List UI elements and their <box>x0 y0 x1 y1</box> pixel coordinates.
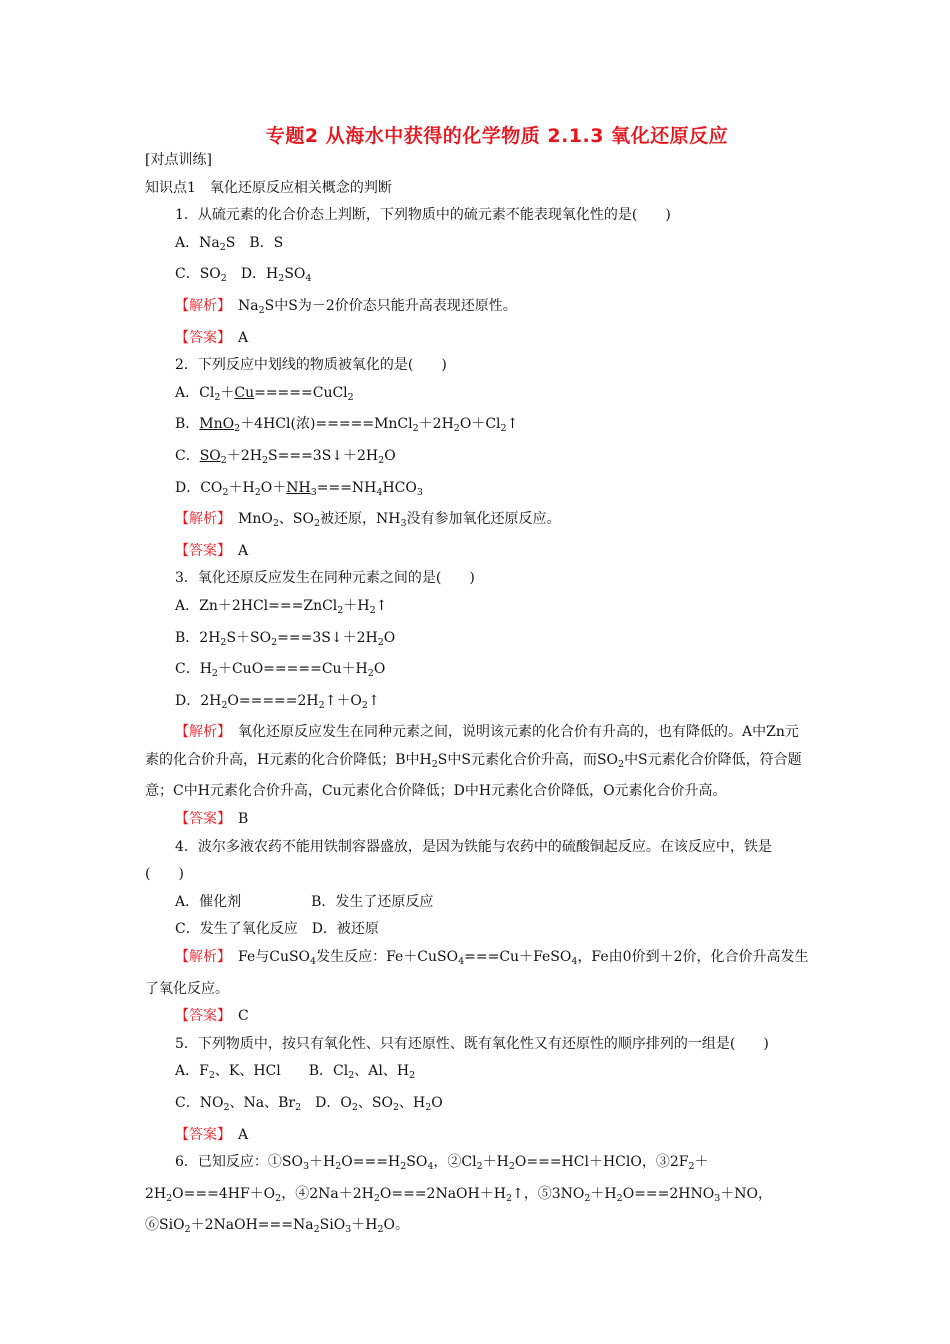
page-title: 专题2 从海水中获得的化学物质 2.1.3 氧化还原反应 <box>265 125 729 147</box>
question-1-analysis: 【解析】 $Na_2S$中S为－2价价态只能升高表现还原性。 <box>175 297 517 316</box>
question-3-option-b: B．$2H_2S+SO_2===3S↓+2H_2O$ <box>175 629 396 648</box>
question-2-option-d: D．$CO_2+H_2O+NH_3===NH_4HCO_3$ <box>175 479 423 498</box>
question-3-answer: 【答案】 B <box>175 811 249 828</box>
question-1: 1．从硫元素的化合价态上判断，下列物质中的硫元素不能表现氧化性的是( ) <box>175 207 671 224</box>
question-5-options-ab: A．$F_2$、K、HCl B．$Cl_2$、Al、$H_2$ <box>175 1063 416 1082</box>
question-4-answer: 【答案】 C <box>175 1008 249 1025</box>
question-2-analysis: 【解析】 MnO$_2$、$SO_2$被还原，$NH_3$没有参加氧化还原反应。 <box>175 511 561 530</box>
question-4-options-ab: A．催化剂 B．发生了还原反应 <box>175 893 434 910</box>
question-5-answer: 【答案】 A <box>175 1126 249 1143</box>
question-5-options-cd: C．$NO_2$、Na、$Br_2$ D．$O_2$、$SO_2$、$H_2O$ <box>175 1095 443 1113</box>
question-1-options-cd: C．$SO_2$ D．$H_2SO_4$ <box>175 266 312 285</box>
question-4-analysis: 【解析】 Fe与CuSO$_4$发生反应：Fe＋CuSO$_4$===Cu＋FeSO$_4$，Fe由0价到＋2价，化合价升高发生了氧化反应。 <box>145 949 809 997</box>
question-3-option-c: C．$H_2+CuO=====Cu+H_2O$ <box>175 661 386 680</box>
question-2: 2．下列反应中划线的物质被氧化的是( ) <box>175 357 447 374</box>
question-2-option-c: C．$SO_2+2H_2S===3S↓+2H_2O$ <box>175 447 396 466</box>
question-2-option-a: A．$Cl_2+Cu=====CuCl_2$ <box>175 384 354 403</box>
exercise-content <box>145 147 810 1244</box>
question-2-answer: 【答案】 A <box>175 542 249 559</box>
question-1-options-ab: A．$Na_2S$ B．S <box>175 234 284 253</box>
knowledge-point-heading: 知识点1 氧化还原反应相关概念的判断 <box>145 179 392 196</box>
question-1-answer: 【答案】 A <box>175 329 249 346</box>
question-6: 6．已知反应：$①SO_3+H_2O===H_2SO_4$，$②Cl_2+H_2O===HCl+HClO$，$③2F_2+2H_2O===4HF+O_2$，$④2Na+2H_2O===2NaOH+H_2↑$，$⑤3NO_2+H_2O===2HNO_3+NO$，$⑥SiO_2+2NaOH===Na_2SiO_3+H_2O$。 <box>145 1154 772 1236</box>
question-3-option-d: D．$2H_2O=====2H_2↑+O_2↑$ <box>175 692 380 711</box>
question-5: 5．下列物质中，按只有氧化性、只有还原性、既有氧化性又有还原性的顺序排列的一组是( ) <box>175 1035 769 1052</box>
section-heading: [对点训练] <box>145 152 212 168</box>
question-3: 3．氧化还原反应发生在同种元素之间的是( ) <box>175 570 475 587</box>
question-3-option-a: A．$Zn+2HCl===ZnCl_2+H_2↑$ <box>175 597 388 616</box>
question-4-options-cd: C．发生了氧化反应 D．被还原 <box>175 921 379 938</box>
question-4: 4．波尔多液农药不能用铁制容器盛放，是因为铁能与农药中的硫酸铜起反应。在该反应中，铁是( ) <box>145 838 772 883</box>
question-2-option-b: B．MnO$_2$＋4HCl(浓)$=====MnCl_2+2H_2O+Cl_2↑$ <box>175 416 519 435</box>
question-3-analysis: 【解析】 氧化还原反应发生在同种元素之间，说明该元素的化合价有升高的，也有降低的。A中Zn元素的化合价升高，H元素的化合价降低；B中$H_2S$中S元素化合价升高，而$SO_2$中S元素化合价降低，符合题意；C中H元素化合价升高，Cu元素化合价降低；D中H元素化合价降低，O元素化合价升高。 <box>145 724 802 800</box>
